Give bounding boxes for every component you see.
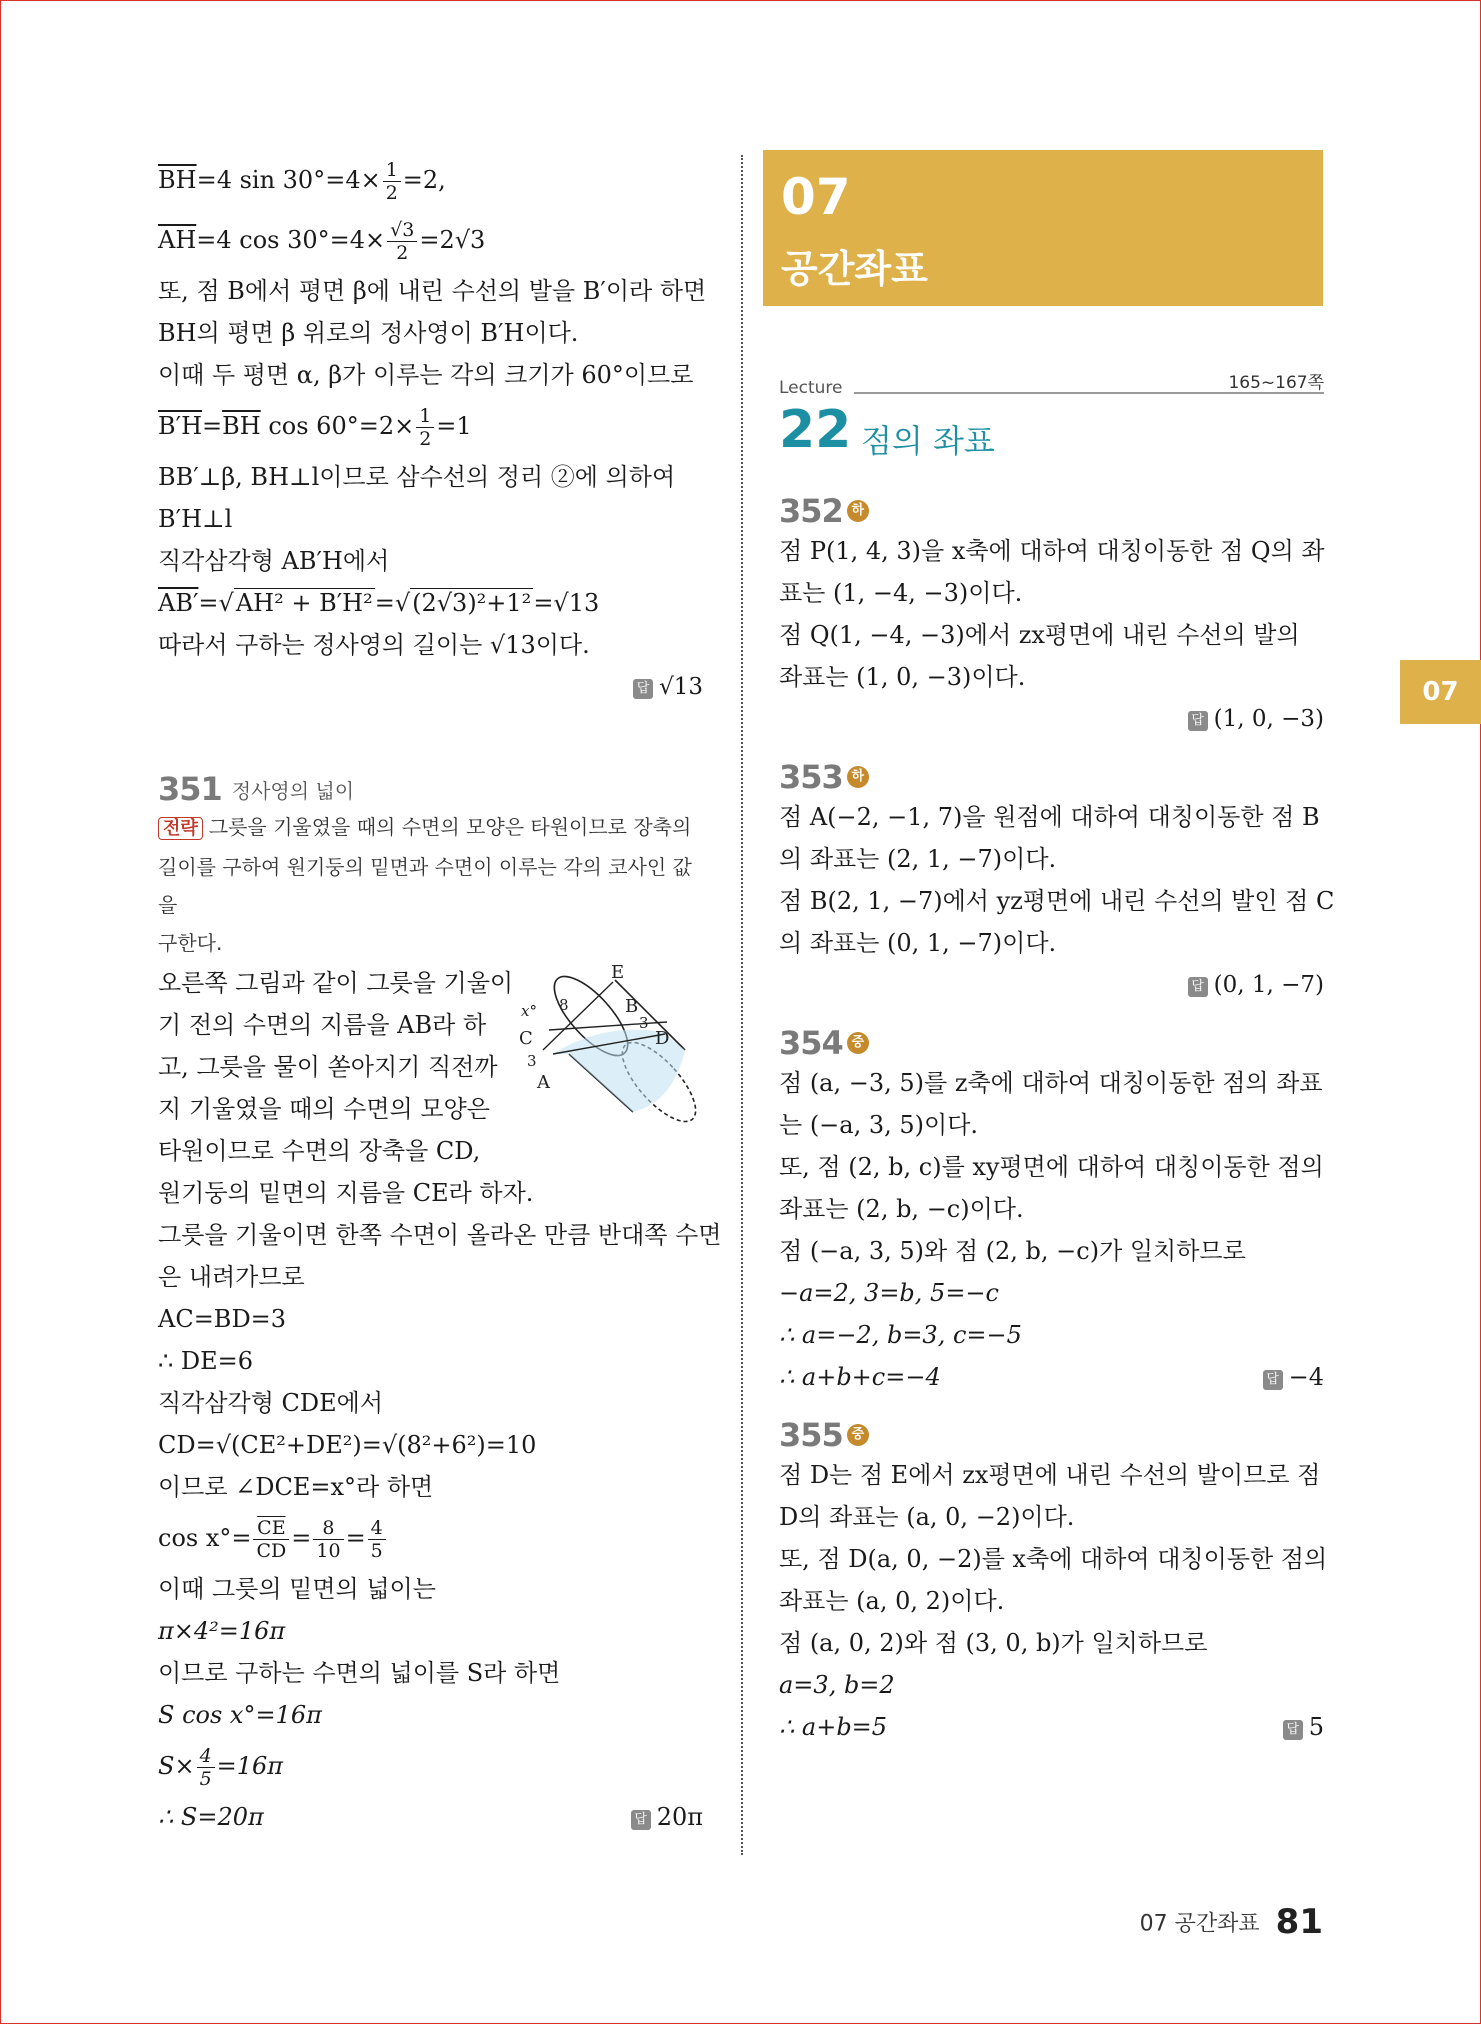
text-line: 기 전의 수면의 지름을 AB라 하 — [158, 1011, 487, 1039]
lecture-number: 22 — [779, 400, 852, 460]
lecture-pages: 165~167쪽 — [1228, 373, 1324, 393]
text-line: B′H⊥l — [158, 505, 233, 533]
eq-cos: cos x°= $\frac{\overline{CE}}{CD}$ = $\frac{8}{10}$ = $\frac{4}{5}$ — [158, 1508, 703, 1568]
text-line: 원기둥의 밑면의 지름을 CE라 하자. — [158, 1179, 534, 1207]
text-line: −a=2, 3=b, 5=−c — [779, 1279, 999, 1307]
text-line: ∴ DE=6 — [158, 1347, 254, 1375]
text-line: 또, 점 D(a, 0, −2)를 x축에 대하여 대칭이동한 점의 — [779, 1545, 1328, 1573]
text-line: 은 내려가므로 — [158, 1263, 305, 1291]
problem-number: 353 — [779, 758, 843, 796]
left-column — [158, 150, 722, 1838]
text-line: 그릇을 기울이면 한쪽 수면이 올라온 만큼 반대쪽 수면 — [158, 1221, 722, 1249]
text-line: 이므로 구하는 수면의 넓이를 S라 하면 — [158, 1659, 561, 1687]
lecture-title: 점의 좌표 — [861, 422, 995, 460]
label-D: D — [655, 1028, 670, 1049]
eq-ah: $\overline{AH}=4$ cos 30°=4× $\frac{√3}{2}$ =2√3 — [158, 219, 486, 264]
final-line: ∴ a+b+c=−4 답 −4 — [779, 1363, 1324, 1391]
text-line: 점 D는 점 E에서 zx평면에 내린 수선의 발이므로 점 — [779, 1461, 1321, 1489]
text-line: a=3, b=2 — [779, 1671, 895, 1699]
answer-line: 답 (1, 0, −3) — [779, 698, 1324, 740]
answer-mark: 답 — [633, 679, 653, 699]
answer-line: 답 (0, 1, −7) — [779, 964, 1324, 1006]
chapter-side-tab: 07 — [1400, 660, 1481, 724]
text-line: 지 기울였을 때의 수면의 모양은 — [158, 1095, 490, 1123]
text-line: 의 좌표는 (0, 1, −7)이다. — [779, 929, 1057, 957]
text-line: 점 (−a, 3, 5)와 점 (2, b, −c)가 일치하므로 — [779, 1237, 1246, 1265]
text-line: 점 B(2, 1, −7)에서 yz평면에 내린 수선의 발인 점 C — [779, 887, 1335, 915]
text-line: BB′⊥β, BH⊥l이므로 삼수선의 정리 ②에 의하여 — [158, 463, 676, 491]
figure-wrap — [158, 962, 703, 1214]
footer-chapter: 07 공간좌표 — [1139, 1911, 1260, 1937]
text-line: π×4²=16π — [158, 1617, 286, 1645]
text-line: 직각삼각형 AB′H에서 — [158, 547, 390, 575]
text-line: 점 (a, −3, 5)를 z축에 대하여 대칭이동한 점의 좌표 — [779, 1069, 1323, 1097]
answer-mark: 답 — [1188, 711, 1208, 731]
text-line: BH의 평면 β 위로의 정사영이 B′H이다. — [158, 319, 579, 347]
text-line: 는 (−a, 3, 5)이다. — [779, 1111, 979, 1139]
label-A: A — [537, 1072, 550, 1093]
text-line: S cos x°=16π — [158, 1701, 322, 1729]
page-footer — [1140, 1902, 1323, 1942]
lecture-rule — [854, 392, 1324, 394]
right-column — [779, 150, 1335, 1748]
problem-number: 351 — [158, 770, 222, 808]
text-line: 점 A(−2, −1, 7)을 원점에 대하여 대칭이동한 점 B — [779, 803, 1320, 831]
problem-354-header — [779, 1024, 1324, 1062]
answer-mark: 답 — [1283, 1720, 1303, 1740]
text-line: 이때 두 평면 α, β가 이루는 각의 크기가 60°이므로 — [158, 361, 694, 389]
level-badge: 하 — [847, 500, 869, 522]
text-line: ∴ a=−2, b=3, c=−5 — [779, 1321, 1022, 1349]
text-line: 또, 점 B에서 평면 β에 내린 수선의 발을 B′이라 하면 — [158, 277, 707, 305]
eq-bph: $B'H=\overline{BH}$ cos 60°=2× $\frac{1}{2}$ =1 — [158, 405, 472, 450]
answer-mark: 답 — [631, 1810, 651, 1830]
label-3-left: 3 — [527, 1052, 537, 1070]
chapter-number: 07 — [781, 168, 851, 226]
lecture-label: Lecture — [779, 378, 843, 398]
text-line: AC=BD=3 — [158, 1305, 287, 1333]
text-line: 좌표는 (2, b, −c)이다. — [779, 1195, 1024, 1223]
problem-number: 354 — [779, 1024, 843, 1062]
label-B: B — [625, 996, 639, 1017]
answer-mark: 답 — [1188, 977, 1208, 997]
label-E: E — [611, 962, 625, 983]
strategy-box: 전략 그릇을 기울였을 때의 수면의 모양은 타원이므로 장축의 길이를 구하여 원기둥의 밑면과 수면이 이루는 각의 코사인 값을 구한다. — [158, 815, 692, 955]
strategy-tag: 전략 — [158, 817, 203, 840]
eq-abp: AB′=√AH² + B′H²=√(2√3)²+1²=√13 — [158, 589, 600, 617]
eq-s: S× $\frac{4}{5}$ =16π — [158, 1745, 284, 1790]
label-3-right: 3 — [639, 1014, 649, 1032]
page-number: 81 — [1275, 1902, 1323, 1942]
text-line: 좌표는 (1, 0, −3)이다. — [779, 663, 1026, 691]
level-badge: 중 — [847, 1032, 869, 1054]
text-line: 점 P(1, 4, 3)을 x축에 대하여 대칭이동한 점 Q의 좌 — [779, 537, 1325, 565]
text-line: 타원이므로 수면의 장축을 CD, — [158, 1137, 481, 1165]
text-line: 또, 점 (2, b, c)를 xy평면에 대하여 대칭이동한 점의 — [779, 1153, 1324, 1181]
text-line: 좌표는 (a, 0, 2)이다. — [779, 1587, 1005, 1615]
final-line: ∴ S=20π 답 20π — [158, 1803, 703, 1831]
text-line: CD=√(CE²+DE²)=√(8²+6²)=10 — [158, 1431, 537, 1459]
problem-351-header — [158, 770, 703, 808]
tilted-cylinder-figure — [513, 962, 703, 1132]
text-line: 이때 그릇의 밑면의 넓이는 — [158, 1575, 436, 1603]
text-line: 표는 (1, −4, −3)이다. — [779, 579, 1023, 607]
problem-number: 352 — [779, 492, 843, 530]
final-line: ∴ a+b=5 답 5 — [779, 1713, 1324, 1741]
problem-title: 정사영의 넓이 — [231, 778, 355, 803]
problem-355-header — [779, 1416, 1324, 1454]
problem-352-header — [779, 492, 1324, 530]
level-badge: 하 — [847, 766, 869, 788]
text-line: 점 Q(1, −4, −3)에서 zx평면에 내린 수선의 발의 — [779, 621, 1300, 649]
chapter-banner — [763, 150, 1323, 306]
label-8: 8 — [559, 996, 569, 1014]
text-line: 점 (a, 0, 2)와 점 (3, 0, b)가 일치하므로 — [779, 1629, 1208, 1657]
label-C: C — [519, 1028, 533, 1049]
text-line: 오른쪽 그림과 같이 그릇을 기울이 — [158, 969, 514, 997]
text-line: 이므로 ∠DCE=x°라 하면 — [158, 1473, 434, 1501]
lecture-header — [779, 373, 1324, 488]
answer-line: 답 √13 — [158, 666, 703, 708]
answer-mark: 답 — [1263, 1370, 1283, 1390]
text-line: 고, 그릇을 물이 쏟아지기 직전까 — [158, 1053, 498, 1081]
label-x: x° — [521, 1002, 537, 1020]
text-line: 직각삼각형 CDE에서 — [158, 1389, 384, 1417]
level-badge: 중 — [847, 1424, 869, 1446]
text-line: 따라서 구하는 정사영의 길이는 √13이다. — [158, 631, 590, 659]
problem-number: 355 — [779, 1416, 843, 1454]
chapter-title: 공간좌표 — [781, 247, 928, 291]
text-line: D의 좌표는 (a, 0, −2)이다. — [779, 1503, 1075, 1531]
eq-bh: $\overline{BH}=4$ sin 30°=4× $\frac{1}{2}$ =2, — [158, 159, 446, 204]
column-divider — [741, 155, 743, 1855]
text-line: 의 좌표는 (2, 1, −7)이다. — [779, 845, 1057, 873]
problem-353-header — [779, 758, 1324, 796]
